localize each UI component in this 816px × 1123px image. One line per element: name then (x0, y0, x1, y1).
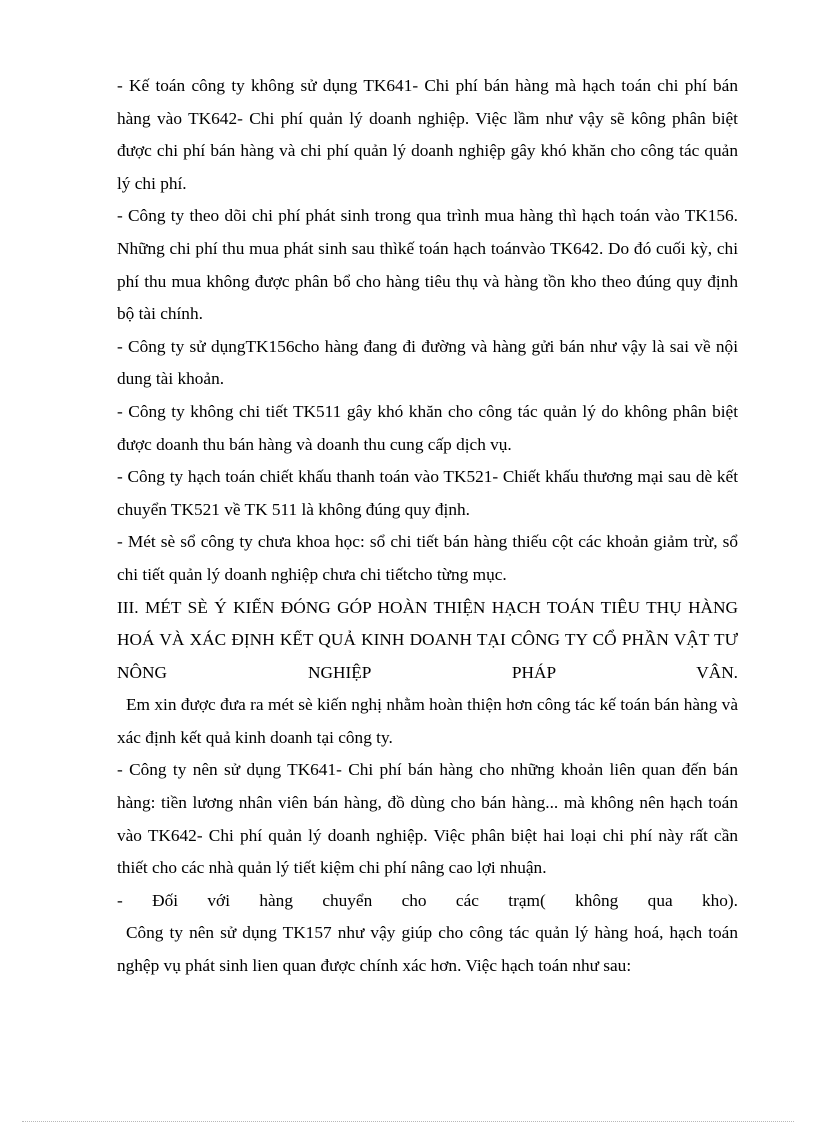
document-page (117, 70, 738, 983)
paragraph-purchase-cost-issue: - Công ty theo dõi chi phí phát sinh trong qua trình mua hàng thì hạch toán vào TK156. Những chi phí thu mua phát sinh sau thìkế toán hạch toánvào TK642. Do đó cuối kỳ, chi phí thu mua không được phân bổ cho hàng tiêu thụ và hàng tồn kho theo đúng quy định bộ tài chính. (117, 206, 738, 324)
section-heading: III. MÉT SÈ Ý KIẾN ĐÓNG GÓP HOÀN THIỆN HẠCH TOÁN TIÊU THỤ HÀNG HOÁ VÀ XÁC ĐỊNH KẾT QUẢ KINH DOANH TẠI CÔNG TY CỔ PHẦN VẬT TƯ NÔNG NGHIỆP PHÁP VÂN. (117, 597, 738, 682)
paragraph-ledger-issue: - Mét sè sổ công ty chưa khoa học: sổ chi tiết bán hàng thiếu cột các khoản giảm trừ, sổ chi tiết quản lý doanh nghiệp chưa chi tiếtcho từng mục. (117, 532, 738, 584)
paragraph-tk511-issue: - Công ty không chi tiết TK511 gây khó khăn cho công tác quản lý do không phân biệt được doanh thu bán hàng và doanh thu cung cấp dịch vụ. (117, 401, 738, 454)
recommendation-station-goods: - Đối với hàng chuyển cho các trạm( không qua kho). (117, 890, 738, 910)
page-bottom-divider (22, 1121, 794, 1122)
recommendation-tk157-detail: Công ty nên sử dụng TK157 như vậy giúp cho công tác quản lý hàng hoá, hạch toán nghệp vụ phát sinh lien quan được chính xác hơn. Việc hạch toán như sau: (117, 923, 738, 976)
paragraph-tk641-issue: - Kế toán công ty không sử dụng TK641- Chi phí bán hàng mà hạch toán chi phí bán hàng vào TK642- Chi phí quản lý doanh nghiệp. Việc lầm như vậy sẽ kông phân biệt được chi phí bán hàng và chi phí quản lý doanh nghiệp gây khó khăn cho công tác quản lý chi phí. (117, 76, 738, 193)
recommendation-tk641: - Công ty nên sử dụng TK641- Chi phí bán hàng cho những khoản liên quan đến bán hàng: tiền lương nhân viên bán hàng, đồ dùng cho bán hàng... mà không nên hạch toán vào TK642- Chi phí quản lý doanh nghiệp. Việc phân biệt hai loại chi phí này rất cần thiết cho các nhà quản lý tiết kiệm chi phí nâng cao lợi nhuận. (117, 760, 738, 878)
paragraph-tk521-issue: - Công ty hạch toán chiết khấu thanh toán vào TK521- Chiết khấu thương mại sau dè kết chuyển TK521 về TK 511 là không đúng quy định. (117, 467, 738, 519)
intro-paragraph: Em xin được đưa ra mét sè kiến nghị nhằm hoàn thiện hơn công tác kế toán bán hàng và xác định kết quả kinh doanh tại công ty. (117, 695, 738, 747)
paragraph-tk156-issue: - Công ty sử dụngTK156cho hàng đang đi đường và hàng gửi bán như vậy là sai về nội dung tài khoản. (117, 336, 738, 389)
